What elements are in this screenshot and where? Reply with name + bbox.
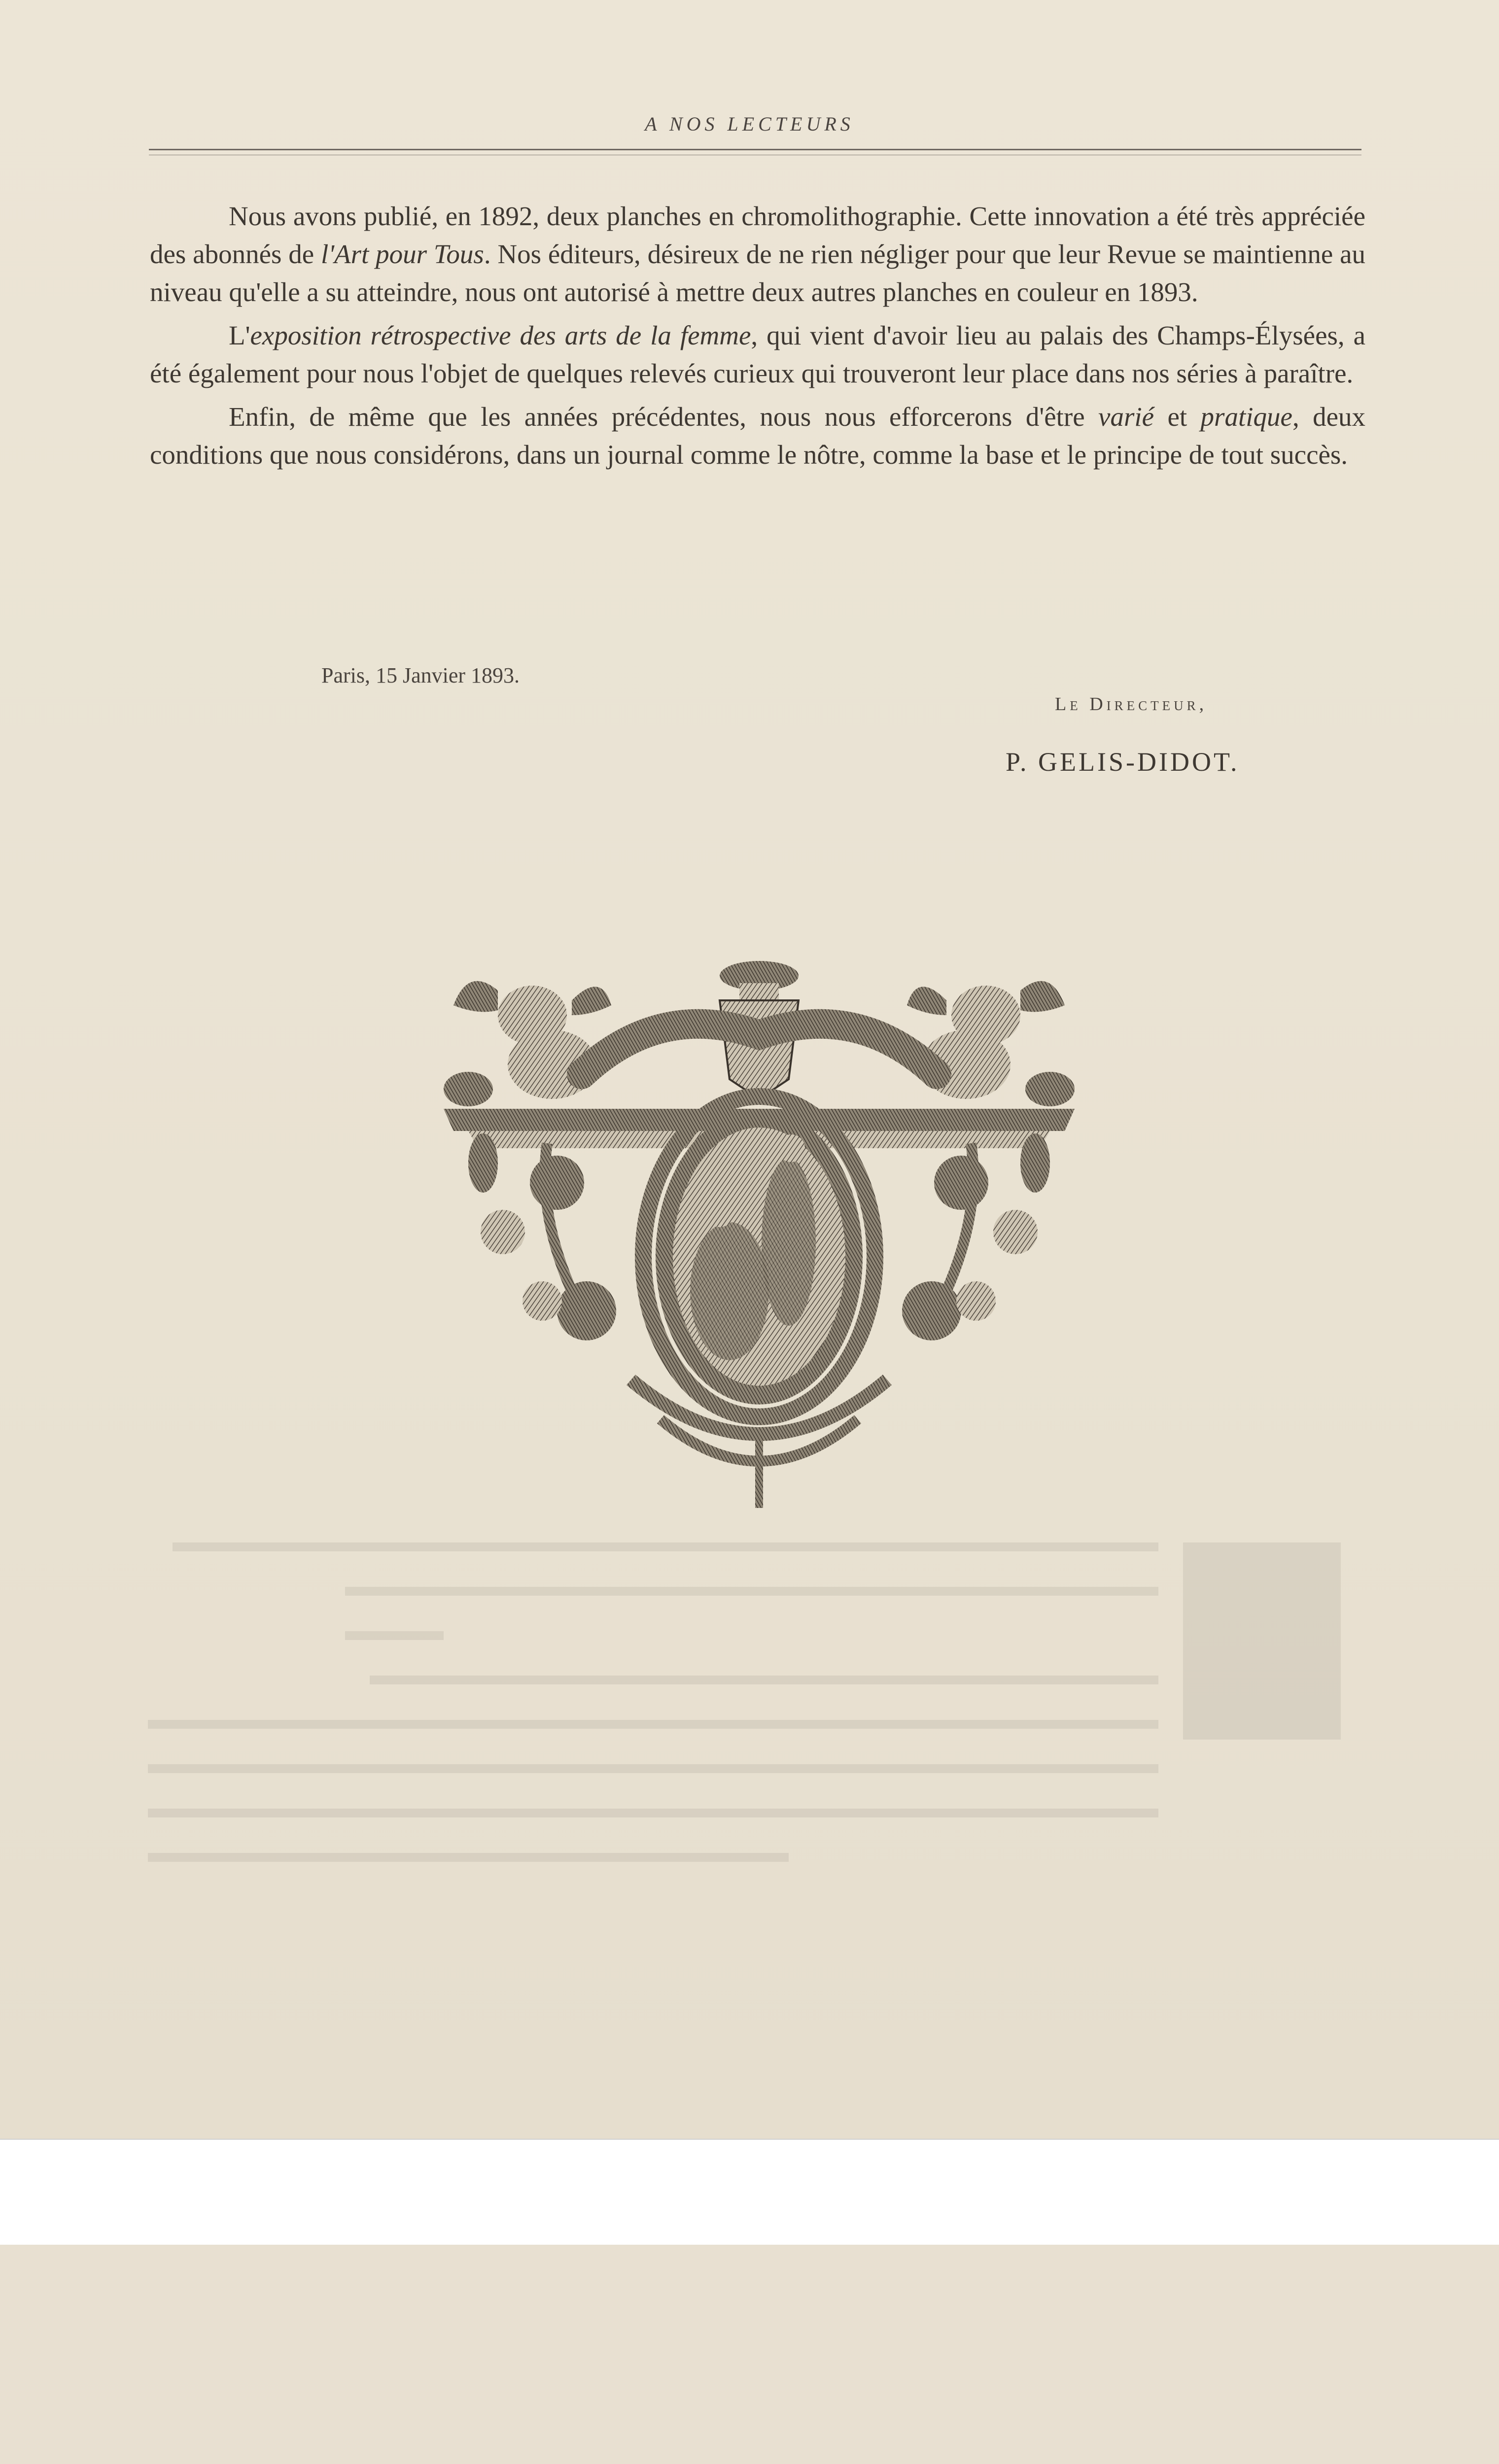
digitization-footer bbox=[0, 2139, 1499, 2245]
signature-title: Le Directeur, bbox=[1055, 694, 1208, 715]
letter-body bbox=[150, 197, 1365, 479]
show-through-bleed bbox=[148, 1538, 1360, 1873]
dateline: Paris, 15 Janvier 1893. bbox=[321, 663, 520, 687]
engraved-vignette-illustration bbox=[424, 936, 1094, 1518]
paragraph-2: L'exposition rétrospective des arts de la femme, qui vient d'avoir lieu au palais des Champs-Élysées, a été également pour nous l'objet de quelques relevés curieux qui trouveront leur place dans nos séries à paraître. bbox=[150, 320, 1365, 388]
signature-name: P. GELIS-DIDOT. bbox=[1006, 747, 1240, 777]
paragraph-1: Nous avons publié, en 1892, deux planches en chromolithographie. Cette innovation a été très appréciée des abonnés de l'Art pour Tous. Nos éditeurs, désireux de ne rien négliger pour que leur Revue se maintienne au niveau qu'elle a su atteindre, nous ont autorisé à mettre deux autres planches en couleur en 1893. bbox=[150, 201, 1365, 307]
header-rule bbox=[149, 149, 1361, 150]
running-head: A NOS LECTEURS bbox=[645, 113, 854, 135]
paragraph-3: Enfin, de même que les années précédentes, nous nous efforcerons d'être varié et pratique, deux conditions que nous considérons, dans un journal comme le nôtre, comme la base et le principe de tout succès. bbox=[150, 402, 1365, 470]
